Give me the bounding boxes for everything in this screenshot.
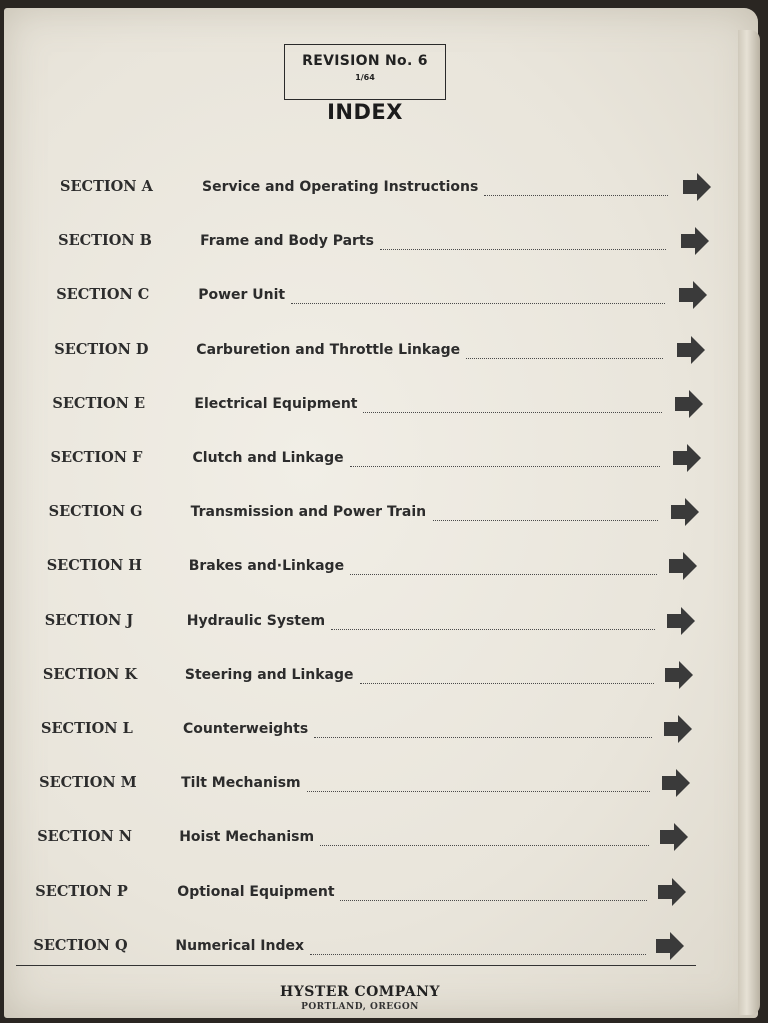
- dot-leader: [380, 249, 666, 250]
- section-title: Transmission and Power Train: [190, 504, 427, 521]
- section-title: Tilt Mechanism: [181, 775, 301, 792]
- right-arrow-icon[interactable]: [659, 822, 689, 852]
- right-arrow-icon[interactable]: [682, 172, 712, 202]
- section-title: Steering and Linkage: [184, 666, 354, 683]
- section-letter: SECTION B: [58, 232, 152, 250]
- dot-leader: [350, 466, 660, 467]
- section-title: Clutch and Linkage: [192, 450, 344, 466]
- right-arrow-icon[interactable]: [664, 660, 694, 690]
- right-arrow-icon[interactable]: [680, 226, 710, 256]
- section-title: Counterweights: [183, 721, 309, 737]
- right-arrow-icon[interactable]: [672, 443, 702, 473]
- section-title: Electrical Equipment: [194, 395, 358, 412]
- index-title: INDEX: [327, 100, 403, 124]
- dot-leader: [307, 791, 650, 792]
- dot-leader: [340, 900, 647, 901]
- section-letter: SECTION J: [44, 611, 134, 629]
- section-title: Frame and Body Parts: [200, 233, 374, 250]
- index-row: [0, 172, 700, 202]
- dot-leader: [310, 954, 646, 955]
- right-arrow-icon[interactable]: [674, 389, 704, 419]
- section-letter: SECTION N: [37, 828, 133, 846]
- section-title: Carburetion and Throttle Linkage: [196, 341, 461, 358]
- footer-divider: [16, 965, 696, 966]
- section-letter: SECTION H: [46, 557, 142, 575]
- dot-leader: [363, 412, 662, 413]
- dot-leader: [291, 303, 665, 304]
- section-letter: SECTION Q: [33, 936, 128, 954]
- revision-box: [284, 44, 446, 100]
- section-title: Hydraulic System: [186, 612, 326, 629]
- section-letter: SECTION D: [54, 340, 149, 358]
- dot-leader: [433, 520, 658, 521]
- index-row: [0, 822, 700, 852]
- section-title: Hoist Mechanism: [179, 829, 315, 846]
- section-title: Optional Equipment: [177, 883, 335, 900]
- section-letter: SECTION F: [50, 449, 143, 466]
- right-arrow-icon[interactable]: [668, 551, 698, 581]
- index-row: [0, 931, 700, 961]
- index-row: [0, 551, 700, 581]
- right-arrow-icon[interactable]: [666, 606, 696, 636]
- right-arrow-icon[interactable]: [678, 280, 708, 310]
- right-arrow-icon[interactable]: [655, 931, 685, 961]
- dot-leader: [484, 195, 668, 196]
- company-location: PORTLAND, OREGON: [301, 1002, 419, 1012]
- index-row: [0, 335, 700, 365]
- section-letter: SECTION C: [56, 286, 150, 304]
- section-letter: SECTION A: [60, 178, 153, 195]
- right-arrow-icon[interactable]: [657, 877, 687, 907]
- company-name: HYSTER COMPANY: [280, 984, 440, 1000]
- index-row: [0, 660, 700, 690]
- index-row: [0, 280, 700, 310]
- section-letter: SECTION E: [52, 394, 146, 412]
- dot-leader: [320, 845, 649, 846]
- section-title: Numerical Index: [175, 937, 305, 954]
- dot-leader: [314, 737, 652, 738]
- section-title: Brakes and·Linkage: [188, 558, 345, 575]
- section-title: Service and Operating Instructions: [202, 179, 479, 195]
- index-row: [0, 497, 700, 527]
- dot-leader: [360, 683, 654, 684]
- index-row: [0, 389, 700, 419]
- section-letter: SECTION K: [42, 665, 138, 683]
- index-row: [0, 606, 700, 636]
- right-arrow-icon[interactable]: [670, 497, 700, 527]
- section-letter: SECTION M: [39, 774, 137, 792]
- index-row: [0, 768, 700, 798]
- right-arrow-icon[interactable]: [676, 335, 706, 365]
- right-arrow-icon[interactable]: [661, 768, 691, 798]
- revision-date: 1/64: [355, 73, 375, 82]
- dot-leader: [350, 574, 657, 575]
- dot-leader: [331, 629, 655, 630]
- dot-leader: [466, 358, 663, 359]
- section-letter: SECTION P: [35, 882, 128, 900]
- section-letter: SECTION L: [41, 720, 133, 737]
- section-title: Power Unit: [198, 287, 286, 304]
- revision-label: REVISION No. 6: [302, 53, 428, 69]
- page-edge: [738, 30, 760, 1015]
- right-arrow-icon[interactable]: [663, 714, 693, 744]
- index-row: [0, 443, 700, 473]
- section-letter: SECTION G: [48, 503, 143, 521]
- index-row: [0, 877, 700, 907]
- index-row: [0, 226, 700, 256]
- index-row: [0, 714, 700, 744]
